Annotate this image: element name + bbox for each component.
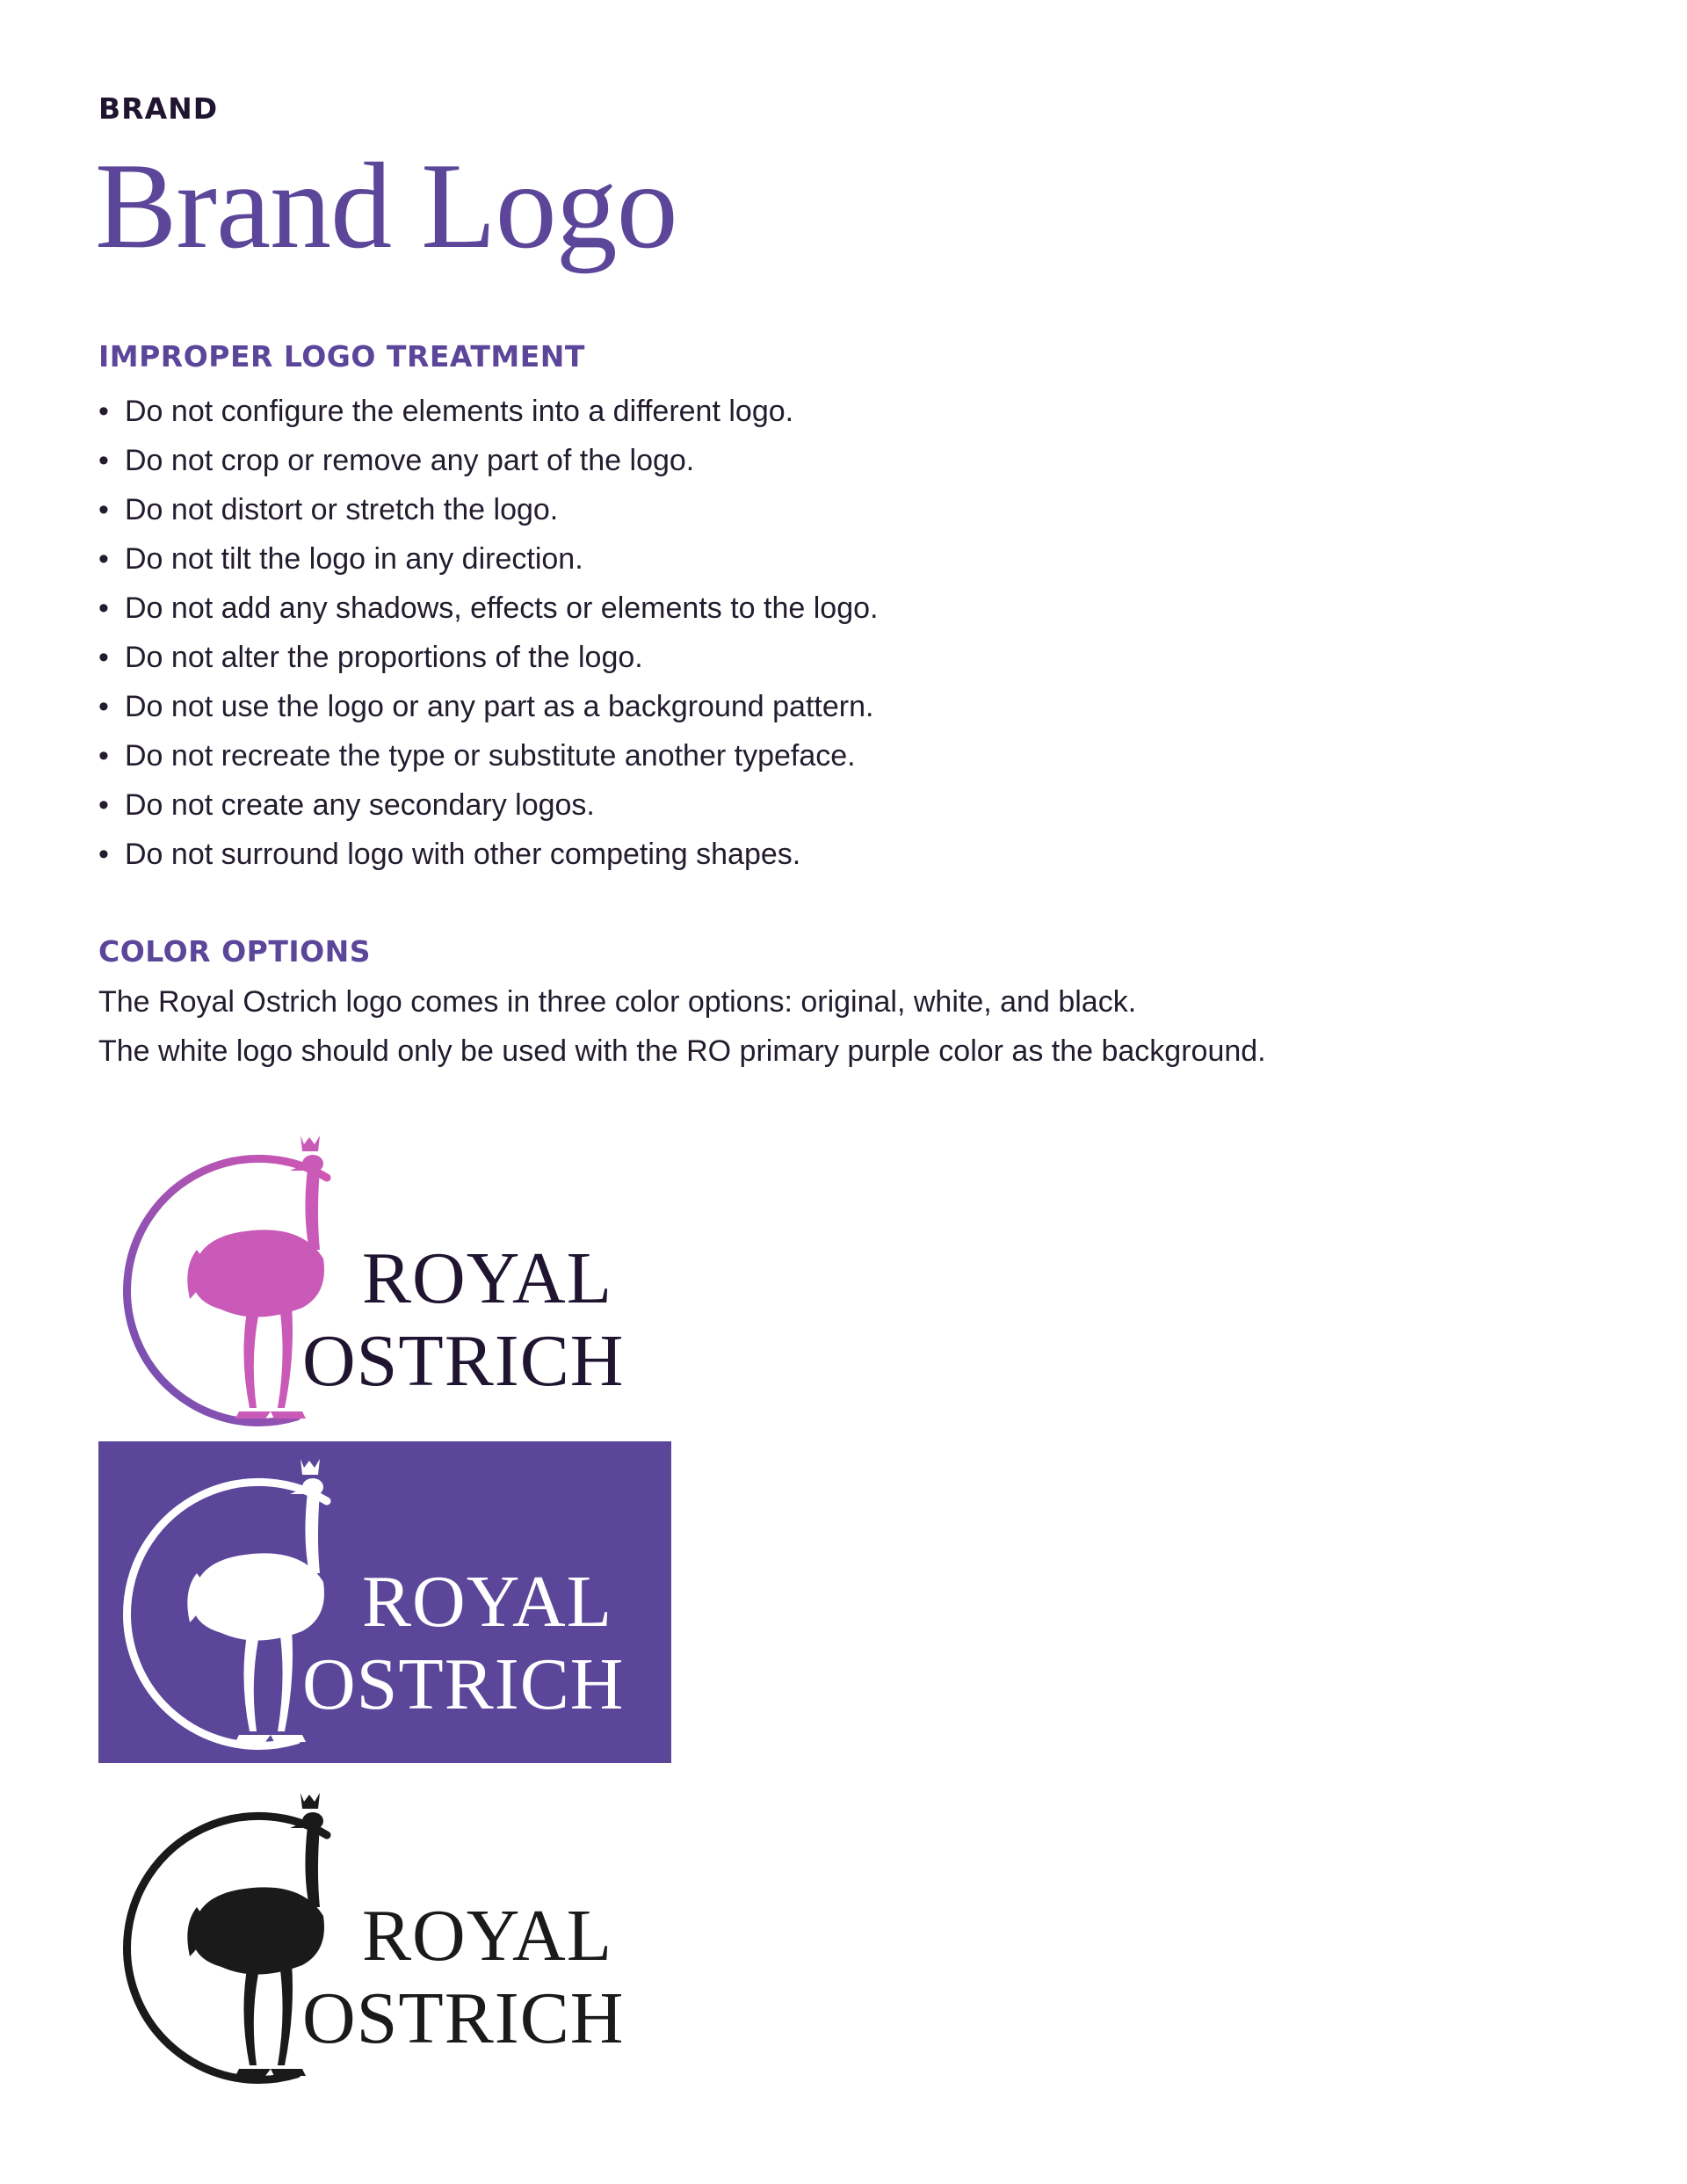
logo-original	[98, 1118, 671, 1440]
list-item	[98, 731, 878, 780]
bullet-icon: •	[98, 542, 109, 576]
logo-wordmark-ostrich: OSTRICH	[302, 1643, 625, 1725]
logo-wordmark-royal: ROYAL	[362, 1237, 613, 1319]
logo-wordmark-ostrich: OSTRICH	[302, 1320, 625, 1402]
list-item-text: Do not surround logo with other competing shapes.	[125, 838, 801, 871]
list-item-text: Do not add any shadows, effects or elements to the logo.	[125, 591, 879, 625]
logo-wordmark-royal: ROYAL	[362, 1895, 613, 1977]
improper-treatment-list	[98, 387, 878, 879]
bullet-icon: •	[98, 838, 109, 871]
logo-wordmark-royal: ROYAL	[362, 1561, 613, 1643]
paragraph: The white logo should only be used with the RO primary purple color as the background.	[98, 1034, 1266, 1068]
list-item-text: Do not use the logo or any part as a background pattern.	[125, 690, 874, 723]
list-item-text: Do not configure the elements into a different logo.	[125, 395, 794, 428]
bullet-icon: •	[98, 788, 109, 822]
bullet-icon: •	[98, 641, 109, 674]
logo-emblem	[98, 1775, 671, 2097]
list-item-text: Do not create any secondary logos.	[125, 788, 595, 822]
list-item-text: Do not distort or stretch the logo.	[125, 493, 559, 526]
list-item	[98, 534, 878, 584]
logo-emblem	[98, 1441, 671, 1763]
paragraph: The Royal Ostrich logo comes in three color options: original, white, and black.	[98, 985, 1137, 1019]
bullet-icon: •	[98, 690, 109, 723]
logo-wordmark-ostrich: OSTRICH	[302, 1977, 625, 2059]
bullet-icon: •	[98, 395, 109, 428]
list-item-text: Do not tilt the logo in any direction.	[125, 542, 583, 576]
list-item	[98, 780, 878, 830]
bullet-icon: •	[98, 493, 109, 526]
bullet-icon: •	[98, 591, 109, 625]
list-item-text: Do not alter the proportions of the logo.	[125, 641, 643, 674]
list-item	[98, 682, 878, 731]
list-item	[98, 485, 878, 534]
color-options-description	[98, 977, 1266, 1076]
list-item-text: Do not recreate the type or substitute another typeface.	[125, 739, 856, 773]
logo-white-on-purple	[98, 1441, 671, 1763]
list-item	[98, 387, 878, 436]
list-item	[98, 584, 878, 633]
eyebrow-label: BRAND	[98, 91, 219, 126]
logo-emblem	[98, 1118, 671, 1440]
list-item	[98, 830, 878, 879]
bullet-icon: •	[98, 739, 109, 773]
page-title: Brand Logo	[95, 138, 677, 274]
color-options-heading: COLOR OPTIONS	[98, 934, 372, 969]
list-item	[98, 436, 878, 485]
list-item	[98, 633, 878, 682]
list-item-text: Do not crop or remove any part of the logo.	[125, 444, 695, 477]
improper-treatment-heading: IMPROPER LOGO TREATMENT	[98, 339, 585, 374]
bullet-icon: •	[98, 444, 109, 477]
logo-black	[98, 1775, 671, 2097]
